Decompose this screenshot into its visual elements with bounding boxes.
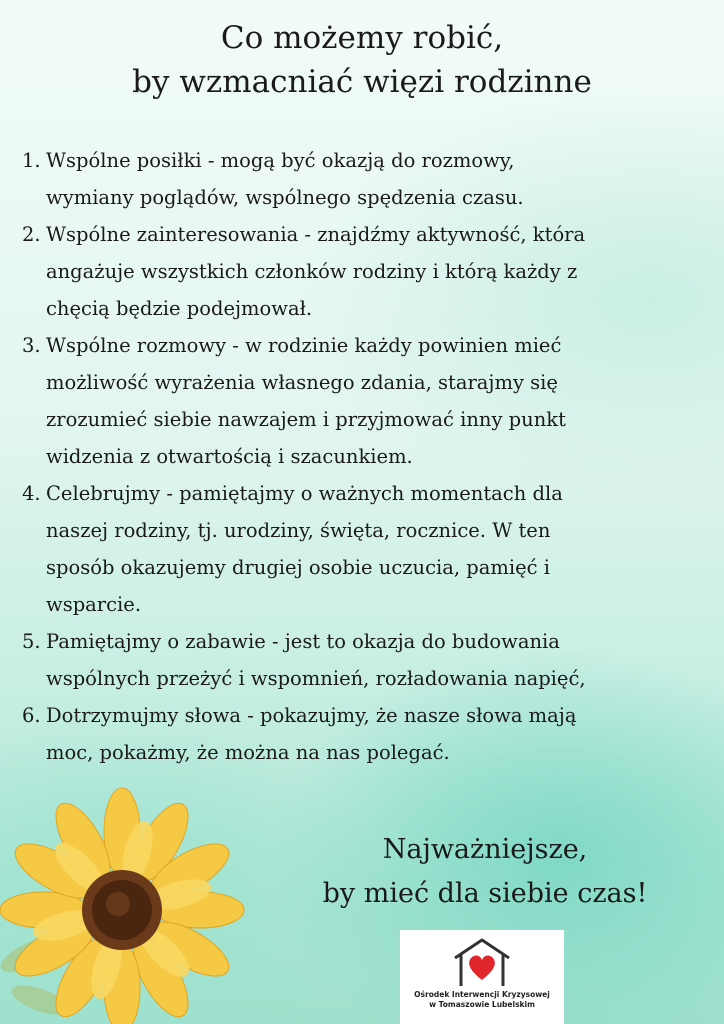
list-item — [22, 697, 712, 771]
item-line: widzenia z otwartością i szacunkiem. — [46, 445, 413, 468]
item-line: Wspólne posiłki - mogą być okazją do rozmowy, — [46, 149, 515, 172]
closing-message — [270, 828, 700, 916]
item-line: angażuje wszystkich członków rodziny i którą każdy z — [46, 260, 578, 283]
sunflower-icon — [0, 780, 250, 1024]
list-item — [22, 475, 712, 623]
item-line: możliwość wyrażenia własnego zdania, starajmy się — [46, 371, 558, 394]
logo-line-2: w Tomaszowie Lubelskim — [429, 1000, 535, 1009]
house-heart-icon — [451, 936, 513, 988]
item-number: 6. — [22, 704, 41, 727]
list-item — [22, 142, 712, 216]
list-item — [22, 216, 712, 327]
item-line: wymiany poglądów, wspólnego spędzenia czasu. — [46, 186, 524, 209]
item-line: wsparcie. — [46, 593, 142, 616]
item-line: Pamiętajmy o zabawie - jest to okazja do budowania — [46, 630, 560, 653]
item-number: 5. — [22, 630, 41, 653]
item-line: chęcią będzie podejmował. — [46, 297, 313, 320]
item-line: moc, pokażmy, że można na nas polegać. — [46, 741, 450, 764]
item-line: zrozumieć siebie nawzajem i przyjmować inny punkt — [46, 408, 566, 431]
tips-list — [22, 142, 712, 771]
closing-line-1: Najważniejsze, — [382, 834, 588, 865]
item-line: Wspólne zainteresowania - znajdźmy aktywność, która — [46, 223, 586, 246]
logo-text — [400, 990, 564, 1010]
item-number: 3. — [22, 334, 41, 357]
item-number: 2. — [22, 223, 41, 246]
item-number: 1. — [22, 149, 41, 172]
item-line: sposób okazujemy drugiej osobie uczucia, pamięć i — [46, 556, 551, 579]
item-line: Dotrzymujmy słowa - pokazujmy, że nasze słowa mają — [46, 704, 577, 727]
item-line: wspólnych przeżyć i wspomnień, rozładowania napięć, — [46, 667, 586, 690]
item-line: naszej rodziny, tj. urodziny, święta, rocznice. W ten — [46, 519, 551, 542]
page-title — [0, 16, 724, 104]
organization-logo — [400, 930, 564, 1024]
logo-line-1: Ośrodek Interwencji Kryzysowej — [414, 990, 550, 999]
list-item — [22, 327, 712, 475]
item-number: 4. — [22, 482, 41, 505]
title-line-1: Co możemy robić, — [220, 20, 504, 56]
list-item — [22, 623, 712, 697]
item-line: Celebrujmy - pamiętajmy o ważnych momentach dla — [46, 482, 563, 505]
title-line-2: by wzmacniać więzi rodzinne — [132, 64, 592, 100]
item-line: Wspólne rozmowy - w rodzinie każdy powinien mieć — [46, 334, 562, 357]
closing-line-2: by mieć dla siebie czas! — [322, 878, 648, 909]
